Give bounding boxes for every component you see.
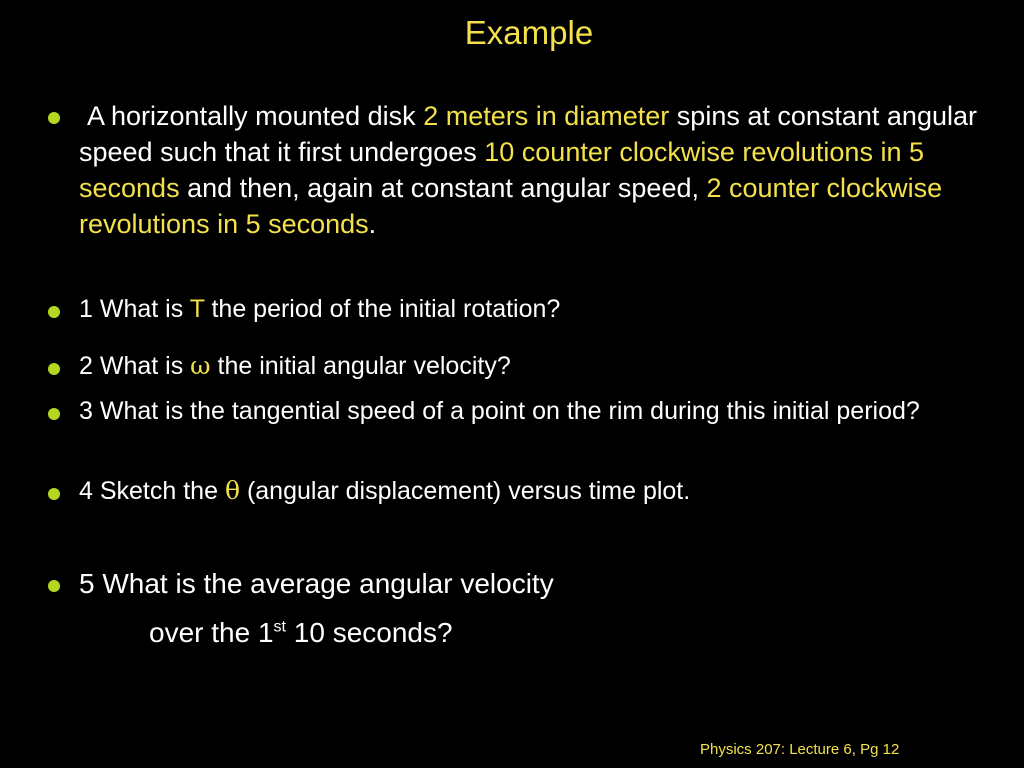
intro-text-3: and then, again at constant angular speed, (179, 173, 707, 203)
intro-paragraph (79, 98, 1024, 242)
question-1 (79, 292, 1024, 326)
q5-line2-a: over the 1 (149, 617, 274, 648)
q1-text-b: the period of the initial rotation? (204, 295, 561, 323)
q3-text: 3 What is the tangential speed of a point on the rim during this initial period? (79, 397, 920, 425)
bullet-q4 (45, 480, 67, 502)
q2-text-b: the initial angular velocity? (210, 352, 511, 380)
bullet-intro (45, 104, 67, 126)
q5-superscript: st (273, 618, 286, 636)
intro-text-1: A horizontally mounted disk (87, 101, 424, 131)
bullet-q5 (45, 572, 67, 594)
q4-theta-symbol: θ (224, 476, 240, 505)
intro-highlight-second-rotation: 2 counter clockwise revolutions in 5 seconds (79, 173, 943, 239)
intro-text-2: spins at constant angular speed such that it first undergoes (79, 101, 977, 167)
bullet-q1 (45, 298, 67, 320)
q1-text-a: 1 What is (79, 295, 190, 323)
q5-line2-b: 10 seconds? (285, 617, 453, 648)
question-4 (79, 474, 1024, 508)
question-3 (79, 394, 959, 428)
q4-text-a: 4 Sketch the (79, 477, 225, 505)
q4-text-b: (angular displacement) versus time plot. (240, 477, 691, 505)
q2-omega-symbol: ω (190, 351, 211, 380)
slide-footer: Physics 207: Lecture 6, Pg 12 (700, 741, 900, 758)
intro-text-4: . (368, 209, 377, 239)
q5-line1: 5 What is the average angular velocity (79, 568, 554, 599)
bullet-q2 (45, 355, 67, 377)
question-5-line-2 (149, 614, 453, 652)
intro-highlight-diameter: 2 meters in diameter (423, 101, 670, 131)
q1-period-symbol: T (189, 295, 205, 323)
question-5-line-1 (79, 565, 1024, 603)
question-2 (79, 349, 1024, 383)
bullet-q3 (45, 400, 67, 422)
q2-text-a: 2 What is (79, 352, 191, 380)
intro-highlight-first-rotation: 10 counter clockwise revolutions in 5 seconds (79, 137, 924, 203)
slide-title: Example (464, 14, 594, 51)
